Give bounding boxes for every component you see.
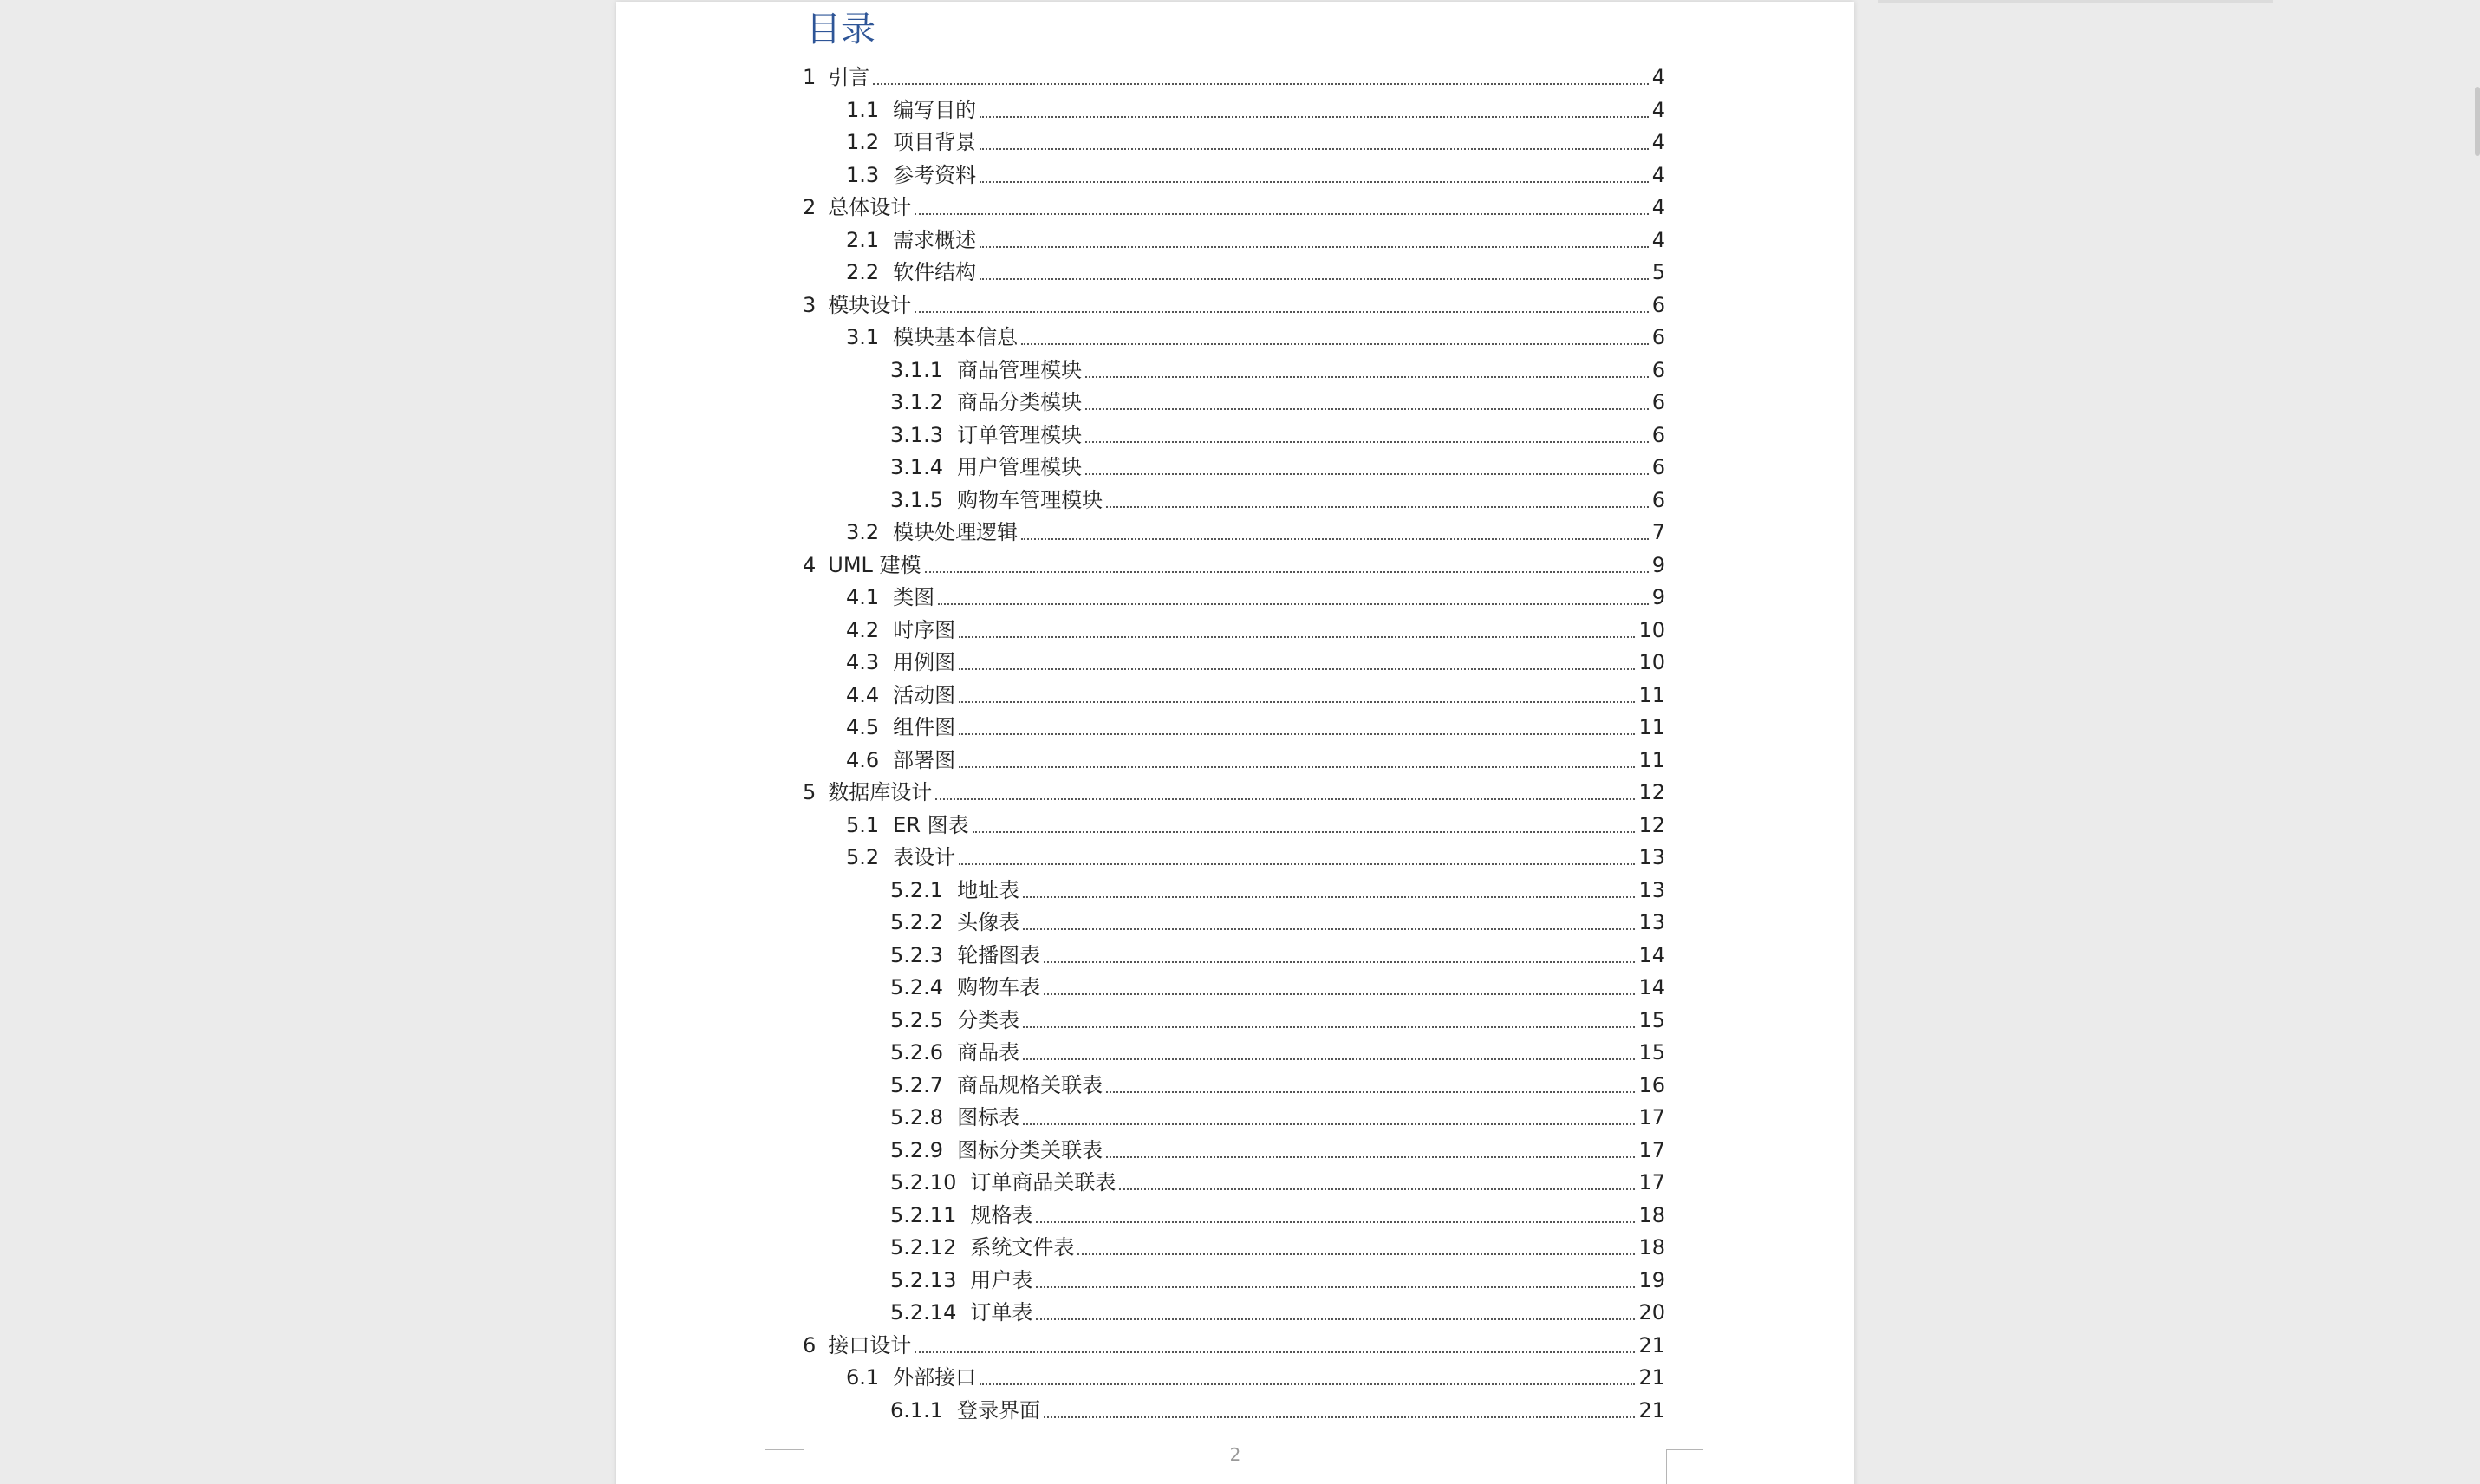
toc-entry-page: 4 [1651,227,1665,252]
toc-entry[interactable] [846,680,1665,712]
toc-entry-page: 20 [1638,1300,1665,1325]
toc-entry[interactable] [846,257,1665,289]
toc-leader-dots [915,1351,1635,1353]
toc-entry-number: 4.1 [846,585,880,609]
toc-entry-number: 5.2.4 [890,975,944,999]
toc-leader-dots [1023,1058,1635,1060]
toc-entry-page: 13 [1638,910,1665,934]
toc-leader-dots [1044,1416,1635,1418]
toc-entry-text: 模块处理逻辑 [893,520,1019,544]
toc-entry-text: 软件结构 [893,260,977,284]
toc-entry-number: 5.2.6 [890,1040,944,1064]
toc-entry[interactable] [846,745,1665,777]
toc-entry-text: 总体设计 [828,195,912,219]
toc-entry-text: 系统文件表 [970,1235,1075,1259]
page-number: 2 [1229,1444,1241,1465]
toc-leader-dots [980,277,1649,280]
toc-entry-text: 时序图 [893,617,956,642]
toc-entry-text: 接口设计 [828,1332,912,1357]
toc-entry-page: 9 [1651,585,1665,609]
toc-entry-number: 6.1 [846,1365,880,1390]
toc-entry-page: 6 [1651,292,1665,317]
toc-leader-dots [1106,505,1649,508]
toc-entry-page: 14 [1638,942,1665,967]
toc-entry-text: 模块基本信息 [893,325,1019,349]
vertical-scrollbar-thumb[interactable] [2475,87,2480,156]
toc-leader-dots [925,570,1649,573]
toc-entry-page: 13 [1638,845,1665,869]
next-page-edge [1878,0,2273,3]
toc-entry-text: 参考资料 [893,162,977,187]
toc-entry-number: 3.1.4 [890,455,944,479]
toc-entry-page: 12 [1638,780,1665,804]
toc-leader-dots [1106,1155,1635,1158]
toc-entry-number: 5.2.1 [890,877,944,902]
toc-entry-number: 3.1.2 [890,390,944,414]
toc-leader-dots [935,797,1635,800]
toc-entry-page: 4 [1651,97,1665,122]
toc-entry-text: 轮播图表 [957,942,1041,967]
toc-leader-dots [980,115,1649,118]
toc-leader-dots [1036,1318,1635,1320]
toc-entry-page: 10 [1638,617,1665,642]
toc-entry-number: 1.3 [846,162,880,187]
toc-entry-text: 外部接口 [893,1365,977,1390]
toc-entry-page: 15 [1638,1040,1665,1064]
toc-leader-dots [1106,1090,1635,1093]
toc-leader-dots [959,700,1635,703]
toc-entry-page: 12 [1638,812,1665,837]
toc-leader-dots [959,765,1635,768]
toc-leader-dots [1036,1220,1635,1223]
toc-entry-page: 4 [1651,162,1665,187]
toc-entry-text: UML 建模 [828,552,921,577]
toc-entry-number: 4.5 [846,715,880,739]
toc-entry-text: 活动图 [893,682,956,707]
toc-entry-number: 5.1 [846,812,880,837]
toc-entry-page: 4 [1651,130,1665,154]
toc-entry-page: 18 [1638,1202,1665,1227]
toc-entry[interactable] [890,1200,1665,1232]
toc-entry-page: 5 [1651,260,1665,284]
toc-entry[interactable] [890,1395,1665,1427]
toc-entry[interactable] [890,907,1665,939]
toc-entry-number: 5.2 [846,845,880,869]
toc-leader-dots [1021,537,1649,540]
toc-entry[interactable] [846,810,1665,842]
toc-entry-page: 14 [1638,975,1665,999]
toc-entry-number: 1.1 [846,97,880,122]
toc-leader-dots [959,862,1635,865]
toc-entry[interactable] [890,1232,1665,1264]
toc-entry-text: ER 图表 [893,812,969,837]
toc-leader-dots [915,212,1648,215]
toc-leader-dots [959,635,1635,638]
toc-entry-text: 用户表 [970,1267,1033,1292]
toc-entry[interactable] [890,420,1665,452]
toc-leader-dots [980,147,1649,150]
toc-entry-page: 19 [1638,1267,1665,1292]
toc-entry-text: 登录界面 [957,1397,1041,1422]
toc-entry[interactable] [803,192,1665,224]
toc-leader-dots [959,732,1635,735]
toc-leader-dots [1023,1123,1635,1125]
toc-leader-dots [1085,472,1649,475]
toc-entry-text: 部署图 [893,747,956,772]
toc-leader-dots [1085,375,1649,378]
toc-entry[interactable] [803,62,1665,94]
toc-leader-dots [1077,1253,1635,1255]
toc-entry-number: 5.2.9 [890,1137,944,1162]
toc-entry[interactable] [890,485,1665,517]
toc-entry-text: 用户管理模块 [957,455,1083,479]
toc-entry-page: 7 [1651,520,1665,544]
toc-entry[interactable] [846,159,1665,192]
toc-leader-dots [1021,342,1649,345]
toc-leader-dots [1023,1025,1635,1028]
toc-entry-number: 5.2.12 [890,1235,957,1259]
toc-leader-dots [873,82,1648,85]
toc-entry-page: 6 [1651,455,1665,479]
toc-entry[interactable] [803,290,1665,322]
toc-entry[interactable] [803,1330,1665,1362]
toc-entry-number: 5 [803,780,817,804]
toc-leader-dots [938,602,1649,605]
toc-entry-number: 1 [803,65,817,89]
toc-entry-page: 21 [1638,1332,1665,1357]
toc-entry-number: 5.2.2 [890,910,944,934]
toc-entry-number: 1.2 [846,130,880,154]
toc-entry[interactable] [890,1167,1665,1199]
toc-entry-text: 头像表 [957,910,1020,934]
toc-entry-page: 9 [1651,552,1665,577]
toc-entry[interactable] [846,322,1665,354]
toc-entry[interactable] [890,940,1665,972]
toc-entry[interactable] [890,387,1665,419]
toc-entry[interactable] [846,582,1665,614]
toc-entry[interactable] [803,550,1665,582]
toc-entry-text: 购物车管理模块 [957,487,1103,512]
toc-entry-text: 用例图 [893,650,956,674]
toc-entry[interactable] [890,1265,1665,1297]
toc-entry-number: 3.1 [846,325,880,349]
toc-entry-number: 5.2.8 [890,1105,944,1129]
toc-entry-text: 地址表 [957,877,1020,902]
toc-entry-text: 订单表 [970,1300,1033,1325]
toc-entry[interactable] [890,1037,1665,1069]
toc-entry-text: 需求概述 [893,227,977,252]
toc-entry[interactable] [846,842,1665,874]
toc-entry-number: 5.2.3 [890,942,944,967]
toc-leader-dots [1044,993,1635,995]
toc-entry[interactable] [846,127,1665,159]
toc-entry-number: 5.2.13 [890,1267,957,1292]
toc-entry-page: 18 [1638,1235,1665,1259]
crop-mark-right [1666,1449,1703,1484]
toc-entry-page: 6 [1651,422,1665,447]
toc-entry[interactable] [890,1102,1665,1134]
toc-entry-number: 2 [803,195,817,219]
toc-entry-page: 11 [1638,747,1665,772]
toc-entry-number: 4 [803,552,817,577]
toc-leader-dots [1023,928,1635,930]
toc-leader-dots [980,245,1649,248]
toc-entry-page: 17 [1638,1137,1665,1162]
toc-entry-page: 6 [1651,390,1665,414]
toc-entry-page: 4 [1651,195,1665,219]
toc-entry-text: 表设计 [893,845,956,869]
toc-entry-number: 6.1.1 [890,1397,944,1422]
toc-entry-text: 商品表 [957,1040,1020,1064]
toc-entry-number: 2.1 [846,227,880,252]
toc-entry-text: 数据库设计 [828,780,933,804]
toc-entry-page: 13 [1638,877,1665,902]
toc-entry-number: 3.2 [846,520,880,544]
toc-leader-dots [1023,895,1635,898]
toc-entry-page: 6 [1651,487,1665,512]
toc-entry[interactable] [890,1297,1665,1329]
toc-entry-number: 5.2.7 [890,1072,944,1097]
toc-entry-page: 4 [1651,65,1665,89]
toc-entry-page: 6 [1651,325,1665,349]
toc-entry-text: 模块设计 [828,292,912,317]
toc-leader-dots [959,667,1635,670]
toc-entry[interactable] [846,225,1665,257]
toc-leader-dots [1044,960,1635,963]
toc-leader-dots [1085,440,1649,443]
toc-entry-number: 3.1.3 [890,422,944,447]
toc-entry-number: 3.1.5 [890,487,944,512]
toc-entry[interactable] [890,1070,1665,1102]
toc-entry-number: 2.2 [846,260,880,284]
toc-leader-dots [1036,1285,1635,1288]
toc-entry[interactable] [890,972,1665,1004]
toc-entry-text: 组件图 [893,715,956,739]
toc-entry-text: 项目背景 [893,130,977,154]
toc-entry-number: 4.6 [846,747,880,772]
toc-entry-number: 5.2.5 [890,1007,944,1032]
crop-mark-left [765,1449,804,1484]
toc-entry[interactable] [890,355,1665,387]
toc-entry-page: 17 [1638,1105,1665,1129]
toc-entry-text: 图标表 [957,1105,1020,1129]
toc-entry-text: 购物车表 [957,975,1041,999]
toc-entry[interactable] [846,647,1665,679]
toc-leader-dots [980,180,1649,183]
toc-entry-number: 6 [803,1332,817,1357]
toc-entry-number: 5.2.11 [890,1202,957,1227]
toc-entry[interactable] [846,712,1665,744]
toc-entry[interactable] [803,777,1665,809]
toc-leader-dots [1119,1188,1635,1190]
toc-entry-number: 3 [803,292,817,317]
toc-entry-number: 5.2.14 [890,1300,957,1325]
toc-entry-number: 4.3 [846,650,880,674]
toc-entry[interactable] [846,615,1665,647]
toc-entry-text: 规格表 [970,1202,1033,1227]
toc-entry-page: 15 [1638,1007,1665,1032]
toc-entry[interactable] [890,452,1665,484]
toc-entry-text: 订单管理模块 [957,422,1083,447]
toc-entry[interactable] [890,1135,1665,1167]
toc-entry-page: 16 [1638,1072,1665,1097]
toc-entry[interactable] [846,517,1665,549]
toc-entry-number: 4.2 [846,617,880,642]
toc-entry-page: 10 [1638,650,1665,674]
toc-title: 目录 [806,10,875,49]
toc-leader-dots [973,830,1636,833]
toc-leader-dots [915,310,1648,313]
toc-entry[interactable] [890,875,1665,907]
toc-leader-dots [980,1383,1635,1385]
toc-entry-text: 编写目的 [893,97,977,122]
toc-entry-text: 分类表 [957,1007,1020,1032]
toc-entry-page: 21 [1638,1397,1665,1422]
toc-entry-text: 订单商品关联表 [970,1170,1116,1194]
toc-entry-number: 3.1.1 [890,357,944,382]
toc-leader-dots [1085,407,1649,410]
toc-entry-text: 商品管理模块 [957,357,1083,382]
toc-entry-number: 4.4 [846,682,880,707]
toc-entry-page: 17 [1638,1170,1665,1194]
toc-entry[interactable] [890,1005,1665,1037]
toc-entry[interactable] [846,1362,1665,1394]
toc-entry-text: 类图 [893,585,935,609]
toc-entry-text: 引言 [828,65,870,89]
toc-entry-text: 商品规格关联表 [957,1072,1103,1097]
toc-entry[interactable] [846,94,1665,127]
toc-entry-page: 11 [1638,682,1665,707]
toc-entry-text: 商品分类模块 [957,390,1083,414]
toc-entry-page: 21 [1638,1365,1665,1390]
toc-entry-text: 图标分类关联表 [957,1137,1103,1162]
toc-entry-page: 11 [1638,715,1665,739]
toc-entry-page: 6 [1651,357,1665,382]
toc-entry-number: 5.2.10 [890,1170,957,1194]
